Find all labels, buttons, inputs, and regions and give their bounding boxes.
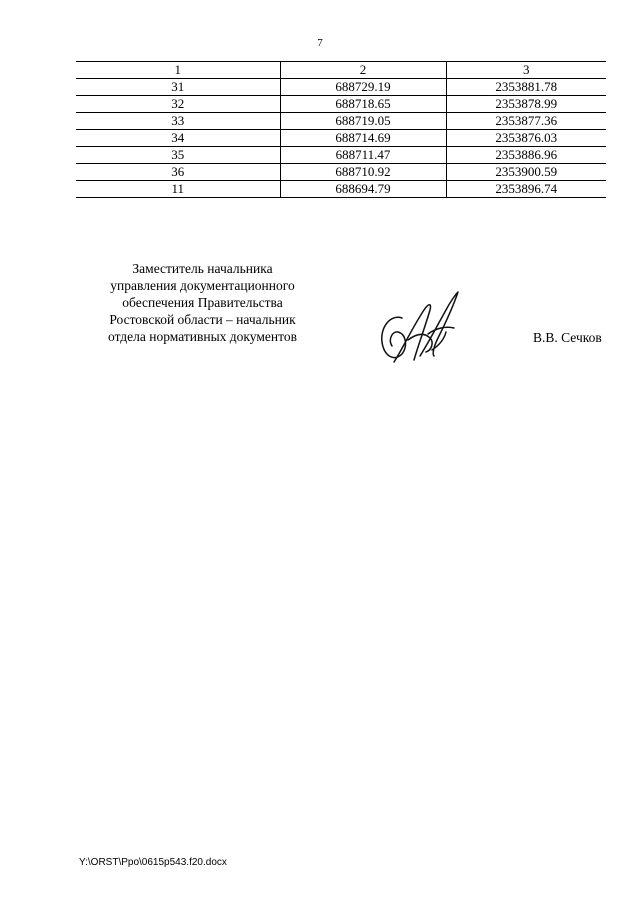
handwritten-signature bbox=[372, 280, 472, 370]
point-number-cell: 34 bbox=[76, 130, 280, 147]
y-coordinate-cell: 2353878.99 bbox=[446, 96, 606, 113]
y-coordinate-cell: 2353881.78 bbox=[446, 79, 606, 96]
x-coordinate-cell: 688711.47 bbox=[280, 147, 446, 164]
table-header-row bbox=[76, 62, 606, 79]
point-number-cell: 36 bbox=[76, 164, 280, 181]
point-number-cell: 35 bbox=[76, 147, 280, 164]
coordinates-table bbox=[76, 61, 606, 198]
y-coordinate-cell: 2353877.36 bbox=[446, 113, 606, 130]
position-line: Ростовской области – начальник bbox=[109, 312, 296, 327]
position-line: отдела нормативных документов bbox=[108, 329, 297, 344]
table-row bbox=[76, 79, 606, 96]
table-row bbox=[76, 96, 606, 113]
point-number-cell: 11 bbox=[76, 181, 280, 198]
column-header: 2 bbox=[280, 62, 446, 79]
page-number: 7 bbox=[317, 37, 323, 49]
point-number-cell: 33 bbox=[76, 113, 280, 130]
y-coordinate-cell: 2353896.74 bbox=[446, 181, 606, 198]
position-line: Заместитель начальника bbox=[132, 261, 273, 276]
column-header: 1 bbox=[76, 62, 280, 79]
position-line: управления документационного bbox=[110, 278, 295, 293]
table-row bbox=[76, 147, 606, 164]
table-row bbox=[76, 113, 606, 130]
x-coordinate-cell: 688694.79 bbox=[280, 181, 446, 198]
x-coordinate-cell: 688719.05 bbox=[280, 113, 446, 130]
y-coordinate-cell: 2353876.03 bbox=[446, 130, 606, 147]
y-coordinate-cell: 2353900.59 bbox=[446, 164, 606, 181]
table-row bbox=[76, 181, 606, 198]
x-coordinate-cell: 688714.69 bbox=[280, 130, 446, 147]
signer-name: В.В. Сечков bbox=[533, 330, 602, 345]
file-path: Y:\ORST\Ppo\0615p543.f20.docx bbox=[79, 857, 227, 868]
point-number-cell: 32 bbox=[76, 96, 280, 113]
x-coordinate-cell: 688710.92 bbox=[280, 164, 446, 181]
table-row bbox=[76, 130, 606, 147]
point-number-cell: 31 bbox=[76, 79, 280, 96]
x-coordinate-cell: 688718.65 bbox=[280, 96, 446, 113]
x-coordinate-cell: 688729.19 bbox=[280, 79, 446, 96]
signatory-position bbox=[80, 260, 325, 345]
table-row bbox=[76, 164, 606, 181]
y-coordinate-cell: 2353886.96 bbox=[446, 147, 606, 164]
column-header: 3 bbox=[446, 62, 606, 79]
position-line: обеспечения Правительства bbox=[122, 295, 283, 310]
